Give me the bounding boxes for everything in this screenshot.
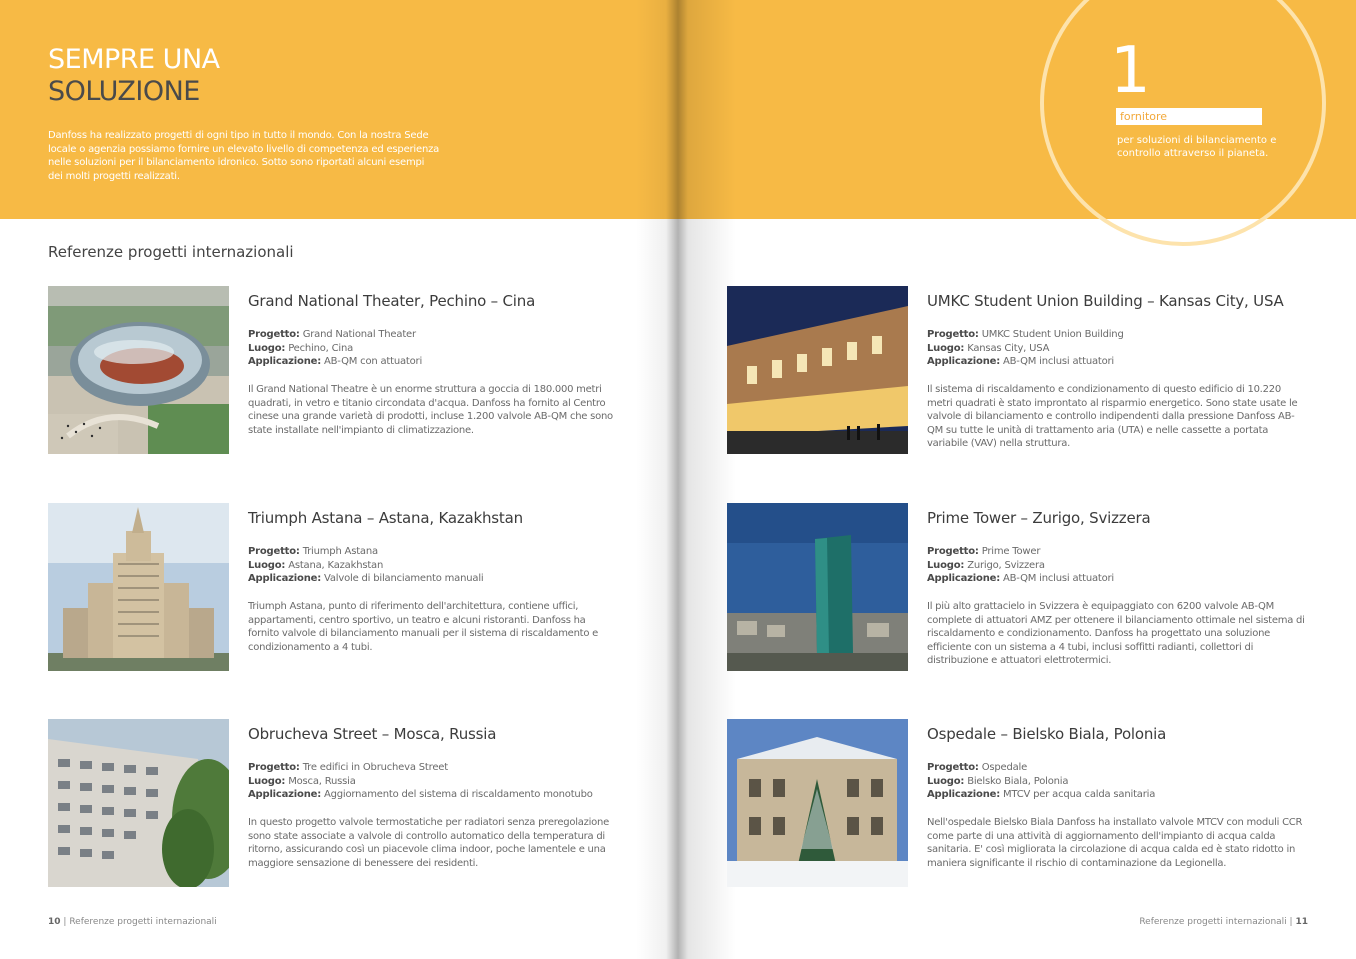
project-card xyxy=(48,719,648,889)
meta-label-application: Applicazione: xyxy=(248,573,322,585)
project-description: Il Grand National Theatre è un enorme struttura a goccia di 180.000 metri quadrati, in vetro e titanio circondata d'acqua. Danfoss ha fornito al Centro cinese una grande varietà di prodotti, incluse 1.200 valvole AB-QM che sono state installate nell'impianto di climatizzazione. xyxy=(248,384,613,436)
meta-label-place: Luogo: xyxy=(927,775,965,787)
intro-paragraph: Danfoss ha realizzato progetti di ogni tipo in tutto il mondo. Con la nostra Sede locale o agenzia possiamo fornire un elevato livello di competenza ed esperienza nelle soluzioni per il bilanciamento idronico. Sotto sono riportati alcuni esempi dei molti progetti realizzati. xyxy=(48,130,440,182)
footer-right-text: Referenze progetti internazionali xyxy=(1139,917,1287,927)
badge-label: fornitore xyxy=(1116,108,1262,125)
meta-project: UMKC Student Union Building xyxy=(981,329,1124,340)
project-title: Triumph Astana – Astana, Kazakhstan xyxy=(248,509,523,527)
page-headline xyxy=(48,44,220,108)
meta-label-place: Luogo: xyxy=(248,775,286,787)
meta-application: AB-QM inclusi attuatori xyxy=(1003,356,1115,368)
project-meta xyxy=(927,328,1124,369)
project-photo-theater xyxy=(48,286,229,454)
meta-place: Mosca, Russia xyxy=(288,775,356,787)
project-description: Triumph Astana, punto di riferimento dell'architettura, contiene uffici, appartamenti, centro sportivo, un teatro e alcuni ristoranti. Danfoss ha fornito valvole di bilanciamento manuali per il sistema di riscaldamento e condizionamento a 4 tubi. xyxy=(248,601,599,653)
meta-application: AB-QM inclusi attuatori xyxy=(1003,573,1115,585)
project-description: In questo progetto valvole termostatiche per radiatori senza preregolazione sono state associate a valvole di controllo automatico della temperatura di ritorno, assicurando così un piacevole clima indoor, poche lamentele e una maggiore sensazione di benessere dei residenti. xyxy=(248,817,610,869)
section-title: Referenze progetti internazionali xyxy=(48,243,294,261)
project-title: Grand National Theater, Pechino – Cina xyxy=(248,292,536,310)
meta-label-place: Luogo: xyxy=(927,342,965,354)
page-number-left: 10 xyxy=(48,917,61,927)
project-meta xyxy=(248,761,593,802)
meta-project: Ospedale xyxy=(981,762,1028,773)
project-title: UMKC Student Union Building – Kansas City, USA xyxy=(927,292,1284,310)
meta-place: Astana, Kazakhstan xyxy=(288,559,384,571)
meta-label-place: Luogo: xyxy=(248,559,286,571)
meta-application: MTCV per acqua calda sanitaria xyxy=(1003,789,1156,801)
footer-left-text: Referenze progetti internazionali xyxy=(69,917,217,927)
project-description: Il sistema di riscaldamento e condizionamento di questo edificio di 10.220 metri quadrati è stato improntato al risparmio energetico. Sono state usate le valvole di bilanciamento e controllo indipendenti dalla pressione Danfoss AB-QM su tutte le unità di trattamento aria (UTA) e nelle cassette a portata variabile (VAV) nella struttura. xyxy=(927,384,1298,450)
meta-label-application: Applicazione: xyxy=(927,789,1001,801)
badge-description: per soluzioni di bilanciamento e controllo attraverso il pianeta. xyxy=(1117,135,1277,159)
project-description: Il più alto grattacielo in Svizzera è equipaggiato con 6200 valvole AB-QM complete di attuatori AMZ per ottenere il bilanciamento ottimale nel sistema di riscaldamento e condizionamento. Danfoss ha progettato una soluzione efficiente con un sistema a 4 tubi, inclusi soffitti radianti, collettori di distribuzione e attuatori elettrotermici. xyxy=(927,601,1305,667)
project-card xyxy=(48,286,648,456)
footer-separator: | xyxy=(63,917,67,927)
meta-project: Prime Tower xyxy=(981,546,1041,557)
meta-label-application: Applicazione: xyxy=(927,573,1001,585)
project-meta xyxy=(248,545,483,586)
footer-separator: | xyxy=(1289,917,1293,927)
headline-line-2: SOLUZIONE xyxy=(48,76,200,107)
meta-label-project: Progetto: xyxy=(248,546,300,557)
meta-application: AB-QM con attuatori xyxy=(324,356,423,368)
project-card xyxy=(727,286,1327,456)
project-title: Prime Tower – Zurigo, Svizzera xyxy=(927,509,1151,527)
meta-label-project: Progetto: xyxy=(927,546,979,557)
meta-label-application: Applicazione: xyxy=(248,356,322,368)
project-card xyxy=(48,503,648,673)
project-photo-obrucheva xyxy=(48,719,229,887)
project-meta xyxy=(927,761,1155,802)
meta-label-place: Luogo: xyxy=(927,559,965,571)
meta-label-application: Applicazione: xyxy=(248,789,322,801)
meta-place: Zurigo, Svizzera xyxy=(967,559,1045,571)
meta-application: Valvole di bilanciamento manuali xyxy=(324,573,484,585)
meta-project: Grand National Theater xyxy=(302,329,416,340)
meta-project: Triumph Astana xyxy=(302,546,378,557)
project-title: Obrucheva Street – Mosca, Russia xyxy=(248,725,497,743)
meta-label-project: Progetto: xyxy=(927,329,979,340)
project-meta xyxy=(927,545,1114,586)
meta-label-project: Progetto: xyxy=(248,762,300,773)
meta-label-place: Luogo: xyxy=(248,342,286,354)
meta-place: Pechino, Cina xyxy=(288,342,354,354)
footer-right xyxy=(1139,916,1308,928)
page-spine-shadow xyxy=(636,0,736,959)
meta-application: Aggiornamento del sistema di riscaldamento monotubo xyxy=(324,789,593,801)
meta-label-application: Applicazione: xyxy=(927,356,1001,368)
headline-line-1: SEMPRE UNA xyxy=(48,44,220,75)
project-photo-prime-tower xyxy=(727,503,908,671)
project-photo-astana xyxy=(48,503,229,671)
meta-place: Bielsko Biala, Polonia xyxy=(967,775,1069,787)
project-photo-hospital xyxy=(727,719,908,887)
meta-label-project: Progetto: xyxy=(248,329,300,340)
project-title: Ospedale – Bielsko Biala, Polonia xyxy=(927,725,1167,743)
project-photo-umkc xyxy=(727,286,908,454)
footer-left xyxy=(48,916,217,928)
project-card xyxy=(727,719,1327,889)
project-meta xyxy=(248,328,422,369)
page-number-right: 11 xyxy=(1295,917,1308,927)
meta-project: Tre edifici in Obrucheva Street xyxy=(302,762,448,773)
project-card xyxy=(727,503,1327,673)
project-description: Nell'ospedale Bielsko Biala Danfoss ha installato valvole MTCV con moduli CCR come parte di una attività di aggiornamento dell'impianto di acqua calda sanitaria. E' così migliorata la circolazione di acqua calda ed è stato ridotto in maniera significante il rischio di contaminazione da Legionella. xyxy=(927,817,1303,869)
meta-place: Kansas City, USA xyxy=(967,342,1050,354)
badge-number: 1 xyxy=(1110,34,1148,108)
meta-label-project: Progetto: xyxy=(927,762,979,773)
